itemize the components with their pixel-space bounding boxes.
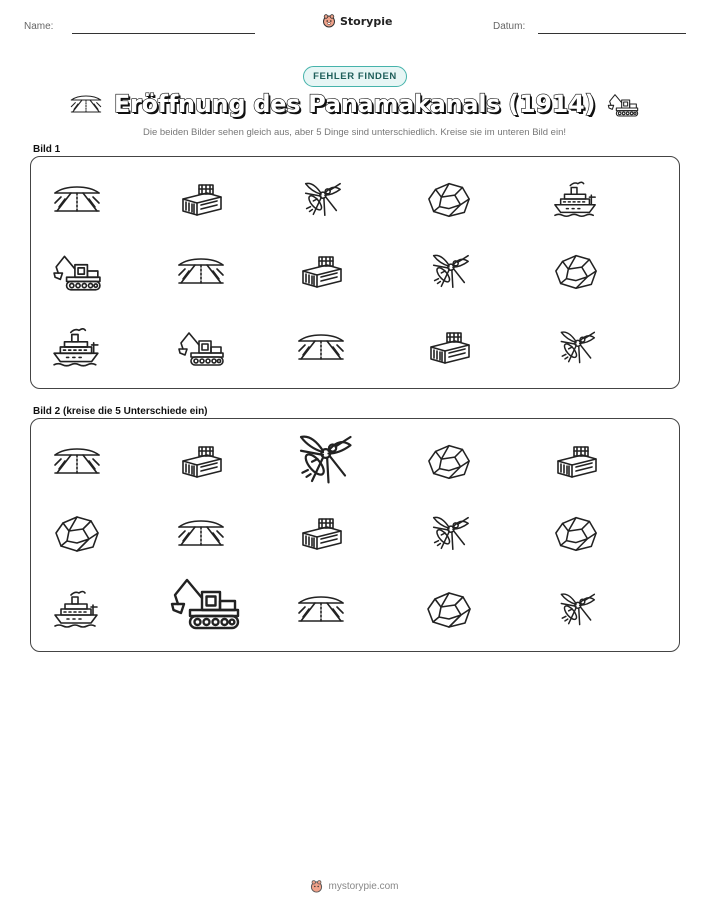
lock-gate-icon — [297, 247, 345, 295]
canal-icon — [53, 175, 101, 223]
picture1-label: Bild 1 — [33, 144, 61, 155]
rock-icon — [553, 248, 599, 294]
page-title: Eröffnung des Panamakanals (1914) — [113, 90, 596, 118]
picture2-panel[interactable] — [30, 418, 680, 652]
lock-gate-icon — [425, 323, 473, 371]
lock-gate-icon[interactable] — [297, 509, 345, 557]
rock-icon[interactable] — [53, 509, 101, 557]
mosquito-icon — [554, 325, 598, 369]
footer-url: mystorypie.com — [328, 881, 399, 892]
brand-name: Storypie — [340, 14, 393, 28]
mosquito-icon — [298, 176, 344, 222]
rock-icon[interactable] — [425, 585, 473, 633]
instructions: Die beiden Bilder sehen gleich aus, aber 5 Dinge sind unterschiedlich. Kreise sie im unteren Bild ein! — [143, 127, 566, 138]
canal-icon[interactable] — [297, 585, 345, 633]
lock-gate-icon — [177, 175, 225, 223]
date-label: Datum: — [493, 21, 526, 32]
worksheet-type-badge: FEHLER FINDEN — [303, 66, 407, 87]
canal-icon[interactable] — [53, 437, 101, 485]
title-canal-icon — [70, 92, 102, 116]
steamship-icon[interactable] — [53, 585, 101, 633]
footer — [0, 880, 709, 893]
name-label: Name: — [24, 21, 54, 32]
canal-icon — [177, 247, 225, 295]
excavator-icon — [177, 323, 225, 371]
excavator-icon[interactable] — [169, 565, 241, 637]
mosquito-icon[interactable] — [426, 510, 472, 556]
canal-icon[interactable] — [177, 509, 225, 557]
excavator-icon — [52, 246, 102, 296]
mosquito-icon[interactable] — [554, 587, 598, 631]
picture2-label: Bild 2 (kreise die 5 Unterschiede ein) — [33, 406, 208, 417]
mosquito-icon[interactable] — [290, 426, 356, 492]
storypie-mascot-icon — [310, 880, 323, 893]
rock-icon — [426, 176, 472, 222]
picture1-panel — [30, 156, 680, 389]
steamship-icon — [52, 322, 102, 372]
steamship-icon — [553, 176, 599, 222]
lock-gate-icon[interactable] — [552, 437, 600, 485]
date-field[interactable] — [538, 33, 686, 34]
rock-icon[interactable] — [426, 438, 472, 484]
brand-logo — [322, 14, 392, 28]
canal-icon — [297, 323, 345, 371]
title-excavator-icon — [607, 90, 639, 118]
storypie-mascot-icon — [322, 14, 336, 28]
rock-icon[interactable] — [553, 510, 599, 556]
title-row — [0, 90, 709, 118]
lock-gate-icon[interactable] — [177, 437, 225, 485]
mosquito-icon — [426, 248, 472, 294]
name-field[interactable] — [72, 33, 255, 34]
